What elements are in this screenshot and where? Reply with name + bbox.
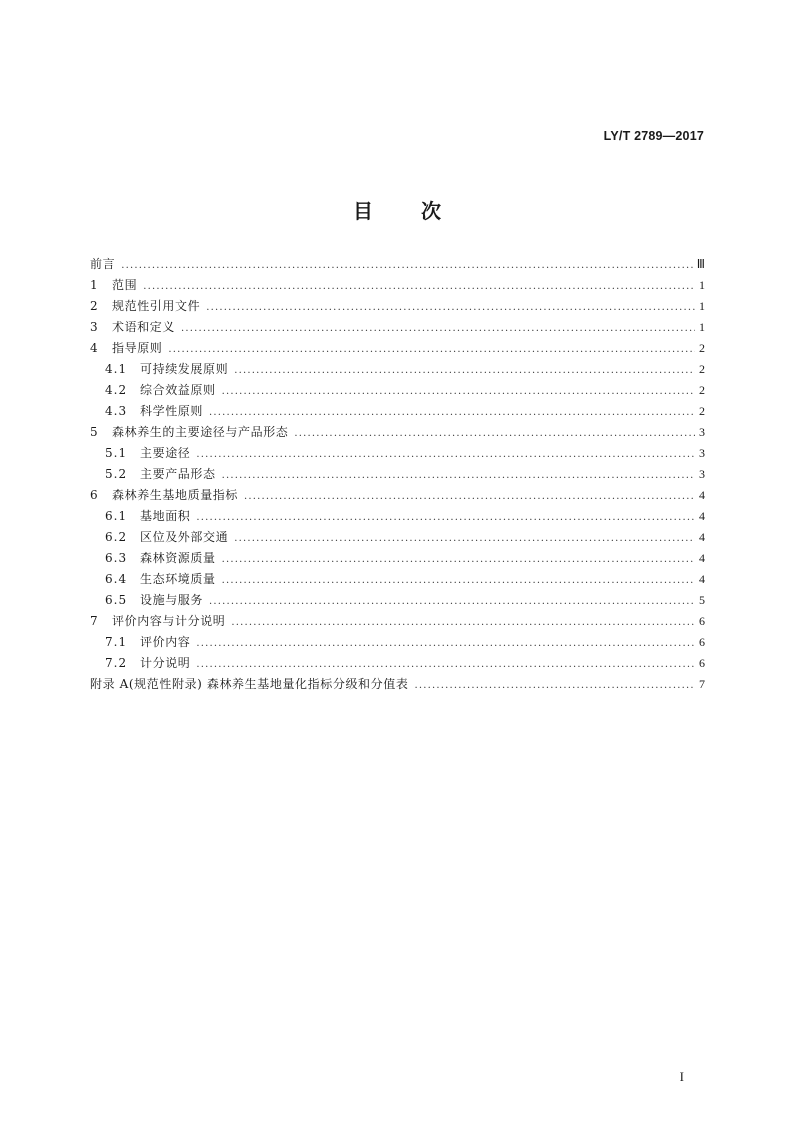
toc-entry-number: 4.1 — [105, 362, 128, 376]
toc-entry-page: 2 — [699, 362, 705, 376]
toc-entry-number: 7 — [90, 614, 98, 628]
toc-entry-label: 区位及外部交通 — [140, 530, 229, 544]
toc-entry[interactable] — [90, 569, 705, 590]
title-char-1: 目 — [353, 199, 373, 223]
toc-dot-leader — [181, 318, 695, 339]
toc-entry-page: 4 — [699, 551, 705, 565]
toc-entry[interactable] — [90, 674, 705, 695]
toc-entry-page: 2 — [699, 383, 705, 397]
toc-entry[interactable] — [90, 653, 705, 674]
toc-entry-number: 7.2 — [105, 656, 128, 670]
toc-entry-label: 范围 — [112, 278, 138, 292]
toc-entry-page: 3 — [699, 446, 705, 460]
toc-entry-page: 6 — [699, 614, 705, 628]
toc-entry[interactable] — [90, 506, 705, 527]
toc-entry-number: 6.3 — [105, 551, 128, 565]
toc-entry-number: 4.2 — [105, 383, 128, 397]
toc-entry[interactable] — [90, 422, 705, 443]
toc-entry-label: 评价内容与计分说明 — [112, 614, 226, 628]
toc-dot-leader — [234, 528, 695, 549]
toc-entry[interactable] — [90, 527, 705, 548]
toc-dot-leader — [196, 633, 695, 654]
toc-entry[interactable] — [90, 548, 705, 569]
toc-dot-leader — [244, 486, 695, 507]
toc-dot-leader — [206, 297, 695, 318]
page-title — [0, 195, 794, 224]
toc-entry-number: 6 — [90, 488, 98, 502]
toc-entry-number: 4.3 — [105, 404, 128, 418]
toc-entry-page: 7 — [699, 677, 705, 691]
toc-entry-label: 规范性引用文件 — [112, 299, 201, 313]
toc-entry[interactable] — [90, 632, 705, 653]
toc-entry-number: 6.4 — [105, 572, 128, 586]
toc-dot-leader — [234, 360, 695, 381]
toc-entry-page: 4 — [699, 572, 705, 586]
toc-entry-number: 2 — [90, 299, 98, 313]
toc-entry-page: 4 — [699, 509, 705, 523]
toc-entry-number: 1 — [90, 278, 98, 292]
toc-entry-page: 2 — [699, 341, 705, 355]
toc-dot-leader — [196, 444, 695, 465]
toc-entry-page: 6 — [699, 635, 705, 649]
toc-entry[interactable] — [90, 317, 705, 338]
toc-entry-page: 2 — [699, 404, 705, 418]
toc-entry-label: 设施与服务 — [140, 593, 204, 607]
toc-entry-label: 科学性原则 — [140, 404, 204, 418]
toc-entry-number: 5.1 — [105, 446, 128, 460]
toc-dot-leader — [414, 675, 695, 696]
toc-entry[interactable] — [90, 485, 705, 506]
toc-entry-label: 生态环境质量 — [140, 572, 216, 586]
toc-entry-number: 4 — [90, 341, 98, 355]
toc-entry-page: 1 — [699, 320, 705, 334]
toc-entry-number: 6.5 — [105, 593, 128, 607]
toc-entry-number: 6.1 — [105, 509, 128, 523]
toc-entry[interactable] — [90, 380, 705, 401]
toc-dot-leader — [222, 465, 695, 486]
toc-entry-label: 森林资源质量 — [140, 551, 216, 565]
toc-entry-page: 1 — [699, 299, 705, 313]
toc-entry[interactable] — [90, 338, 705, 359]
toc-entry-page: 4 — [699, 530, 705, 544]
toc-dot-leader — [294, 423, 695, 444]
toc-entry-label: 基地面积 — [140, 509, 191, 523]
toc-entry-page: 4 — [699, 488, 705, 502]
toc-entry-page: Ⅲ — [696, 257, 705, 271]
toc-entry-label: 评价内容 — [140, 635, 191, 649]
toc-dot-leader — [222, 570, 695, 591]
toc-dot-leader — [168, 339, 695, 360]
toc-entry-label: 主要途径 — [140, 446, 191, 460]
toc-entry-label: 术语和定义 — [112, 320, 176, 334]
toc-dot-leader — [143, 276, 695, 297]
toc-entry-page: 6 — [699, 656, 705, 670]
toc-entry-label: 森林养生基地质量指标 — [112, 488, 239, 502]
toc-dot-leader — [231, 612, 695, 633]
table-of-contents — [90, 254, 705, 695]
toc-entry[interactable] — [90, 296, 705, 317]
toc-entry-number: 3 — [90, 320, 98, 334]
toc-entry-label: 指导原则 — [112, 341, 163, 355]
toc-entry-page: 5 — [699, 593, 705, 607]
toc-entry-label: 森林养生的主要途径与产品形态 — [112, 425, 289, 439]
toc-dot-leader — [121, 255, 693, 276]
toc-dot-leader — [196, 507, 695, 528]
toc-entry-label: 计分说明 — [140, 656, 191, 670]
toc-entry[interactable] — [90, 611, 705, 632]
toc-entry-page: 1 — [699, 278, 705, 292]
toc-entry-number: 7.1 — [105, 635, 128, 649]
toc-entry[interactable] — [90, 275, 705, 296]
toc-entry[interactable] — [90, 359, 705, 380]
toc-dot-leader — [222, 549, 695, 570]
toc-entry[interactable] — [90, 443, 705, 464]
toc-entry-page: 3 — [699, 467, 705, 481]
toc-entry[interactable] — [90, 464, 705, 485]
toc-entry-label: 附录 A(规范性附录) 森林养生基地量化指标分级和分值表 — [90, 677, 409, 691]
toc-entry-label: 可持续发展原则 — [140, 362, 229, 376]
toc-entry[interactable] — [90, 254, 705, 275]
toc-entry-label: 前言 — [90, 257, 116, 271]
toc-entry[interactable] — [90, 401, 705, 422]
toc-entry-number: 5 — [90, 425, 98, 439]
toc-entry-label: 综合效益原则 — [140, 383, 216, 397]
toc-entry-label: 主要产品形态 — [140, 467, 216, 481]
footer-page-number: I — [679, 1069, 684, 1084]
toc-entry-number: 6.2 — [105, 530, 128, 544]
toc-entry-number: 5.2 — [105, 467, 128, 481]
toc-dot-leader — [209, 591, 695, 612]
toc-entry[interactable] — [90, 590, 705, 611]
toc-dot-leader — [222, 381, 695, 402]
toc-entry-page: 3 — [699, 425, 705, 439]
title-char-2: 次 — [421, 199, 441, 223]
toc-dot-leader — [209, 402, 695, 423]
standard-code: LY/T 2789—2017 — [603, 129, 704, 143]
toc-dot-leader — [196, 654, 695, 675]
